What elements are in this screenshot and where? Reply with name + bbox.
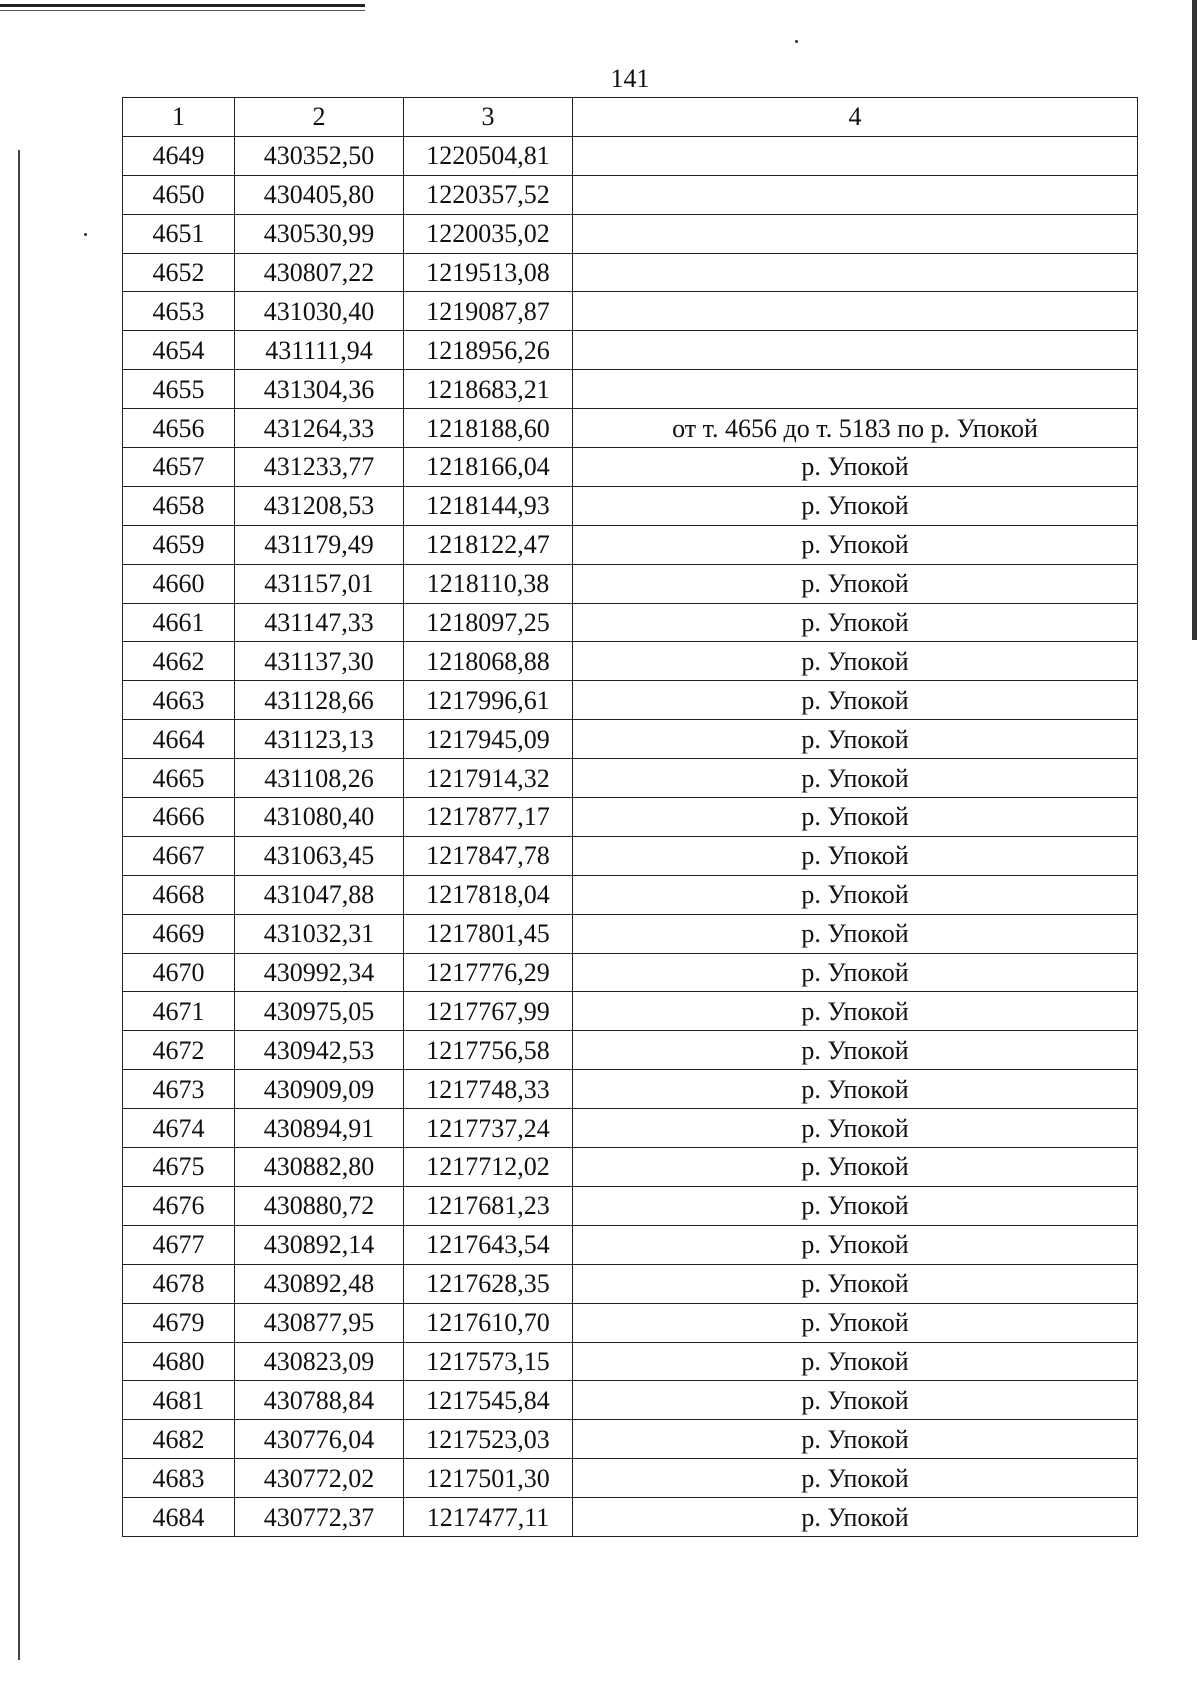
cell-y-coordinate: 1218068,88	[404, 642, 573, 681]
cell-x-coordinate: 430892,48	[235, 1264, 404, 1303]
cell-y-coordinate: 1217573,15	[404, 1342, 573, 1381]
table-row	[123, 1225, 1138, 1264]
cell-x-coordinate: 430882,80	[235, 1148, 404, 1187]
cell-y-coordinate: 1218188,60	[404, 409, 573, 448]
column-header-x-coordinate: 2	[235, 98, 404, 137]
cell-point-number: 4653	[123, 292, 235, 331]
cell-y-coordinate: 1220357,52	[404, 175, 573, 214]
cell-point-number: 4674	[123, 1109, 235, 1148]
cell-y-coordinate: 1218144,93	[404, 486, 573, 525]
cell-point-number: 4678	[123, 1264, 235, 1303]
column-header-description: 4	[573, 98, 1138, 137]
cell-point-number: 4657	[123, 448, 235, 487]
table-row	[123, 953, 1138, 992]
cell-point-number: 4659	[123, 525, 235, 564]
cell-description: р. Упокой	[573, 1070, 1138, 1109]
cell-x-coordinate: 431179,49	[235, 525, 404, 564]
cell-point-number: 4668	[123, 875, 235, 914]
cell-y-coordinate: 1220035,02	[404, 214, 573, 253]
cell-description	[573, 136, 1138, 175]
cell-description: р. Упокой	[573, 1303, 1138, 1342]
cell-x-coordinate: 430823,09	[235, 1342, 404, 1381]
table-row	[123, 1342, 1138, 1381]
cell-description: р. Упокой	[573, 564, 1138, 603]
cell-y-coordinate: 1217748,33	[404, 1070, 573, 1109]
cell-x-coordinate: 431032,31	[235, 914, 404, 953]
table-row	[123, 759, 1138, 798]
table-row	[123, 564, 1138, 603]
cell-description: р. Упокой	[573, 1381, 1138, 1420]
cell-x-coordinate: 430942,53	[235, 1031, 404, 1070]
scan-edge-mark	[1192, 0, 1197, 640]
cell-description: р. Упокой	[573, 1225, 1138, 1264]
table-row	[123, 214, 1138, 253]
cell-x-coordinate: 431157,01	[235, 564, 404, 603]
table-row	[123, 175, 1138, 214]
cell-point-number: 4679	[123, 1303, 235, 1342]
cell-description: р. Упокой	[573, 1342, 1138, 1381]
table-row	[123, 642, 1138, 681]
cell-x-coordinate: 431128,66	[235, 681, 404, 720]
cell-x-coordinate: 431108,26	[235, 759, 404, 798]
cell-y-coordinate: 1217767,99	[404, 992, 573, 1031]
table-row	[123, 1459, 1138, 1498]
cell-description: р. Упокой	[573, 486, 1138, 525]
cell-y-coordinate: 1217847,78	[404, 836, 573, 875]
cell-description: р. Упокой	[573, 1148, 1138, 1187]
cell-y-coordinate: 1217610,70	[404, 1303, 573, 1342]
cell-description: р. Упокой	[573, 1186, 1138, 1225]
cell-y-coordinate: 1220504,81	[404, 136, 573, 175]
cell-x-coordinate: 431264,33	[235, 409, 404, 448]
cell-point-number: 4650	[123, 175, 235, 214]
cell-point-number: 4651	[123, 214, 235, 253]
cell-y-coordinate: 1218097,25	[404, 603, 573, 642]
cell-y-coordinate: 1218110,38	[404, 564, 573, 603]
cell-description: р. Упокой	[573, 1264, 1138, 1303]
table-row	[123, 409, 1138, 448]
cell-description: р. Упокой	[573, 914, 1138, 953]
table-row	[123, 1031, 1138, 1070]
cell-point-number: 4675	[123, 1148, 235, 1187]
cell-description: р. Упокой	[573, 1498, 1138, 1537]
cell-y-coordinate: 1217545,84	[404, 1381, 573, 1420]
cell-description: р. Упокой	[573, 1031, 1138, 1070]
cell-description: р. Упокой	[573, 875, 1138, 914]
table-row	[123, 603, 1138, 642]
column-header-y-coordinate: 3	[404, 98, 573, 137]
cell-x-coordinate: 430880,72	[235, 1186, 404, 1225]
scan-speck	[795, 40, 798, 43]
cell-y-coordinate: 1217643,54	[404, 1225, 573, 1264]
cell-y-coordinate: 1217877,17	[404, 798, 573, 837]
cell-y-coordinate: 1217712,02	[404, 1148, 573, 1187]
table-row	[123, 720, 1138, 759]
table-header-row	[123, 98, 1138, 137]
cell-point-number: 4649	[123, 136, 235, 175]
cell-y-coordinate: 1217801,45	[404, 914, 573, 953]
cell-description: р. Упокой	[573, 681, 1138, 720]
cell-description: р. Упокой	[573, 642, 1138, 681]
table-row	[123, 1109, 1138, 1148]
cell-description	[573, 175, 1138, 214]
cell-point-number: 4652	[123, 253, 235, 292]
cell-description: р. Упокой	[573, 1459, 1138, 1498]
cell-description: р. Упокой	[573, 992, 1138, 1031]
cell-point-number: 4684	[123, 1498, 235, 1537]
cell-point-number: 4680	[123, 1342, 235, 1381]
cell-description	[573, 370, 1138, 409]
scan-speck	[84, 233, 87, 236]
cell-x-coordinate: 430894,91	[235, 1109, 404, 1148]
cell-point-number: 4682	[123, 1420, 235, 1459]
cell-point-number: 4661	[123, 603, 235, 642]
cell-point-number: 4681	[123, 1381, 235, 1420]
cell-y-coordinate: 1218683,21	[404, 370, 573, 409]
cell-x-coordinate: 431030,40	[235, 292, 404, 331]
cell-y-coordinate: 1217681,23	[404, 1186, 573, 1225]
cell-x-coordinate: 431111,94	[235, 331, 404, 370]
cell-y-coordinate: 1217523,03	[404, 1420, 573, 1459]
table-row	[123, 1381, 1138, 1420]
cell-x-coordinate: 431137,30	[235, 642, 404, 681]
cell-description	[573, 292, 1138, 331]
cell-y-coordinate: 1217818,04	[404, 875, 573, 914]
cell-point-number: 4658	[123, 486, 235, 525]
cell-point-number: 4676	[123, 1186, 235, 1225]
table-body	[123, 136, 1138, 1536]
coordinates-table	[122, 97, 1138, 1537]
cell-description: р. Упокой	[573, 603, 1138, 642]
cell-point-number: 4672	[123, 1031, 235, 1070]
cell-point-number: 4656	[123, 409, 235, 448]
scan-edge-mark	[0, 10, 365, 11]
cell-y-coordinate: 1217776,29	[404, 953, 573, 992]
cell-y-coordinate: 1217477,11	[404, 1498, 573, 1537]
cell-x-coordinate: 431233,77	[235, 448, 404, 487]
cell-x-coordinate: 431208,53	[235, 486, 404, 525]
cell-description: р. Упокой	[573, 1109, 1138, 1148]
cell-y-coordinate: 1217737,24	[404, 1109, 573, 1148]
cell-point-number: 4673	[123, 1070, 235, 1109]
cell-y-coordinate: 1217628,35	[404, 1264, 573, 1303]
cell-point-number: 4654	[123, 331, 235, 370]
cell-x-coordinate: 430772,02	[235, 1459, 404, 1498]
cell-x-coordinate: 430877,95	[235, 1303, 404, 1342]
cell-x-coordinate: 431080,40	[235, 798, 404, 837]
table-row	[123, 1420, 1138, 1459]
cell-x-coordinate: 430975,05	[235, 992, 404, 1031]
scan-edge-mark	[0, 4, 365, 7]
table-row	[123, 836, 1138, 875]
cell-point-number: 4663	[123, 681, 235, 720]
cell-y-coordinate: 1218956,26	[404, 331, 573, 370]
table-row	[123, 1186, 1138, 1225]
cell-x-coordinate: 430892,14	[235, 1225, 404, 1264]
cell-point-number: 4662	[123, 642, 235, 681]
cell-point-number: 4677	[123, 1225, 235, 1264]
table-row	[123, 914, 1138, 953]
table-row	[123, 1070, 1138, 1109]
page-number: 141	[610, 64, 650, 93]
table-row	[123, 525, 1138, 564]
table-row	[123, 1148, 1138, 1187]
cell-description: р. Упокой	[573, 953, 1138, 992]
cell-description: р. Упокой	[573, 720, 1138, 759]
cell-description: р. Упокой	[573, 759, 1138, 798]
table-row	[123, 292, 1138, 331]
cell-description: р. Упокой	[573, 836, 1138, 875]
cell-point-number: 4665	[123, 759, 235, 798]
cell-point-number: 4660	[123, 564, 235, 603]
cell-description	[573, 331, 1138, 370]
table-row	[123, 136, 1138, 175]
table-row	[123, 992, 1138, 1031]
table-row	[123, 1264, 1138, 1303]
cell-y-coordinate: 1219513,08	[404, 253, 573, 292]
cell-point-number: 4669	[123, 914, 235, 953]
table-row	[123, 1498, 1138, 1537]
cell-point-number: 4683	[123, 1459, 235, 1498]
cell-x-coordinate: 430530,99	[235, 214, 404, 253]
table-row	[123, 486, 1138, 525]
cell-description	[573, 214, 1138, 253]
cell-y-coordinate: 1217501,30	[404, 1459, 573, 1498]
cell-x-coordinate: 430776,04	[235, 1420, 404, 1459]
table-row	[123, 370, 1138, 409]
cell-point-number: 4655	[123, 370, 235, 409]
cell-point-number: 4664	[123, 720, 235, 759]
cell-point-number: 4667	[123, 836, 235, 875]
column-header-point-number: 1	[123, 98, 235, 137]
cell-x-coordinate: 430788,84	[235, 1381, 404, 1420]
cell-x-coordinate: 431147,33	[235, 603, 404, 642]
cell-point-number: 4671	[123, 992, 235, 1031]
cell-point-number: 4666	[123, 798, 235, 837]
cell-description: р. Упокой	[573, 798, 1138, 837]
cell-x-coordinate: 430352,50	[235, 136, 404, 175]
table-row	[123, 681, 1138, 720]
cell-y-coordinate: 1217914,32	[404, 759, 573, 798]
cell-description: р. Упокой	[573, 1420, 1138, 1459]
table-row	[123, 1303, 1138, 1342]
cell-description	[573, 253, 1138, 292]
cell-y-coordinate: 1217756,58	[404, 1031, 573, 1070]
cell-description: р. Упокой	[573, 525, 1138, 564]
cell-y-coordinate: 1217945,09	[404, 720, 573, 759]
scan-edge-mark	[18, 150, 20, 1660]
cell-x-coordinate: 430992,34	[235, 953, 404, 992]
table-row	[123, 875, 1138, 914]
table-row	[123, 448, 1138, 487]
cell-y-coordinate: 1219087,87	[404, 292, 573, 331]
table-row	[123, 331, 1138, 370]
cell-x-coordinate: 431063,45	[235, 836, 404, 875]
cell-y-coordinate: 1218122,47	[404, 525, 573, 564]
table-row	[123, 253, 1138, 292]
cell-description: от т. 4656 до т. 5183 по р. Упокой	[573, 409, 1138, 448]
cell-x-coordinate: 431123,13	[235, 720, 404, 759]
cell-x-coordinate: 430772,37	[235, 1498, 404, 1537]
cell-point-number: 4670	[123, 953, 235, 992]
cell-x-coordinate: 430807,22	[235, 253, 404, 292]
cell-y-coordinate: 1217996,61	[404, 681, 573, 720]
table-row	[123, 798, 1138, 837]
cell-description: р. Упокой	[573, 448, 1138, 487]
cell-y-coordinate: 1218166,04	[404, 448, 573, 487]
cell-x-coordinate: 431047,88	[235, 875, 404, 914]
cell-x-coordinate: 430909,09	[235, 1070, 404, 1109]
cell-x-coordinate: 430405,80	[235, 175, 404, 214]
cell-x-coordinate: 431304,36	[235, 370, 404, 409]
